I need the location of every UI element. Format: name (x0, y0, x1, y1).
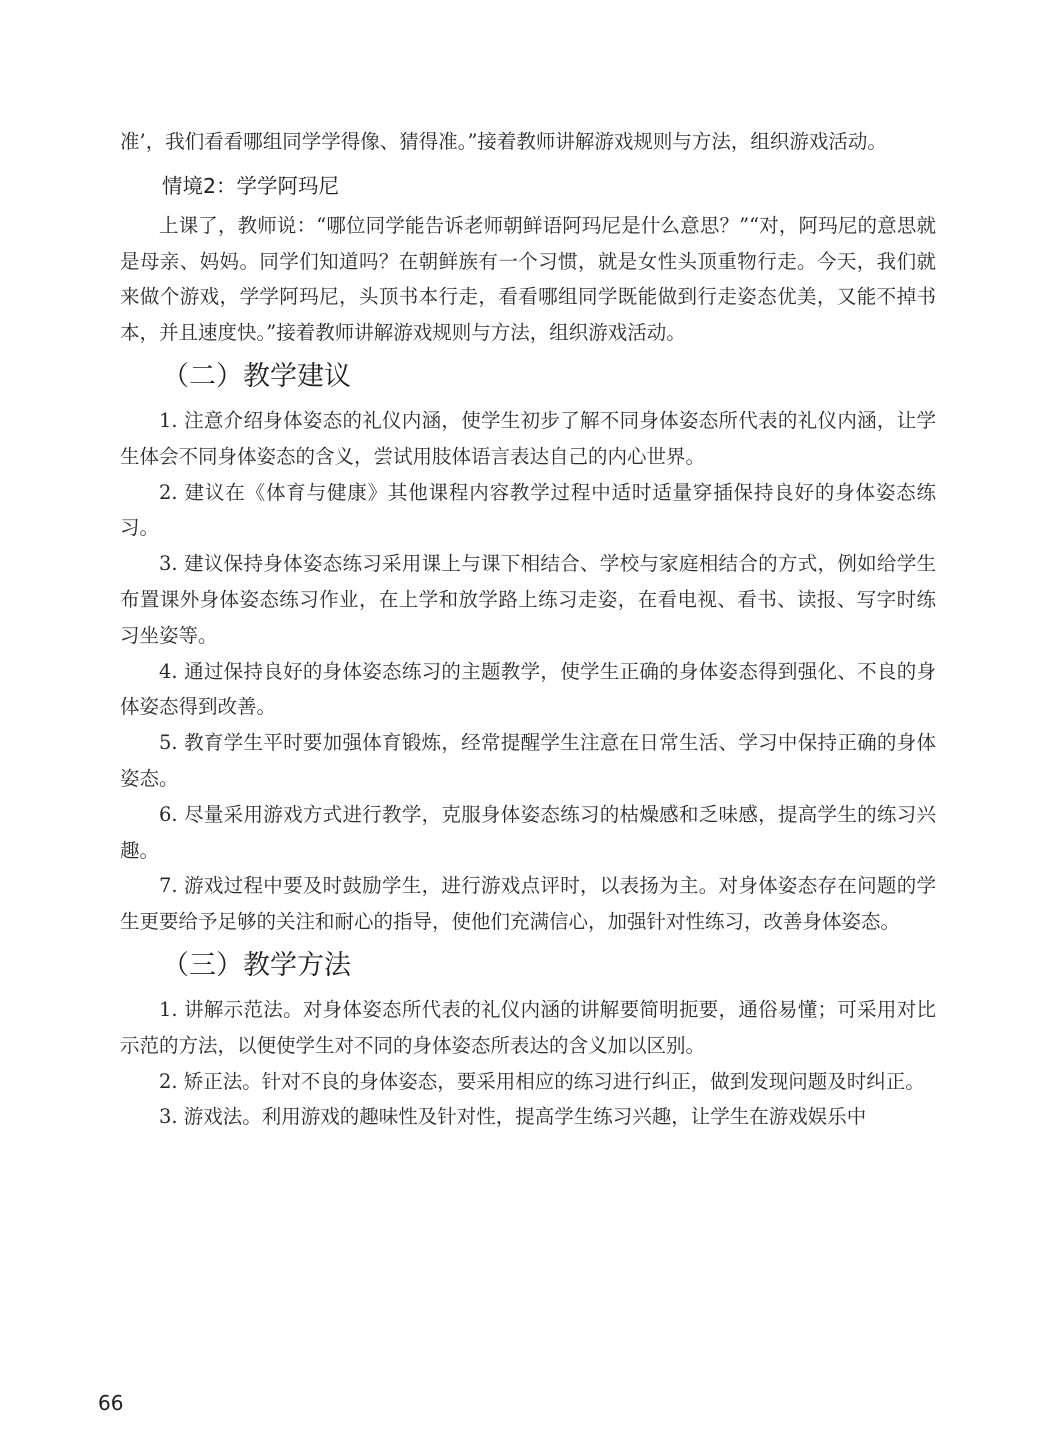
suggestion-item: 7. 游戏过程中要及时鼓励学生，进行游戏点评时，以表扬为主。对身体姿态存在问题的学生更要给予足够的关注和耐心的指导，使他们充满信心，加强针对性练习，改善身体姿态。 (120, 874, 936, 934)
method-item: 1. 讲解示范法。对身体姿态所代表的礼仪内涵的讲解要简明扼要，通俗易懂；可采用对比示范的方法，以便使学生对不同的身体姿态所表达的含义加以区别。 (120, 997, 936, 1057)
suggestion-item: 6. 尽量采用游戏方式进行教学，克服身体姿态练习的枯燥感和乏味感，提高学生的练习兴趣。 (120, 802, 936, 862)
method-item: 3. 游戏法。利用游戏的趣味性及针对性，提高学生练习兴趣，让学生在游戏娱乐中 (159, 1105, 867, 1129)
method-item: 2. 矫正法。针对不良的身体姿态，要采用相应的练习进行纠正，做到发现问题及时纠正。 (159, 1069, 925, 1093)
page-body (120, 124, 936, 1135)
suggestion-item: 1. 注意介绍身体姿态的礼仪内涵，使学生初步了解不同身体姿态所代表的礼仪内涵，让学生体会不同身体姿态的含义，尝试用肢体语言表达自己的内心世界。 (120, 408, 936, 468)
section-teaching-suggestions-heading: （二）教学建议 (162, 360, 351, 392)
scenario-2-title: 情境2：学学阿玛尼 (162, 173, 340, 198)
scenario-2-text: 上课了，教师说：“哪位同学能告诉老师朝鲜语阿玛尼是什么意思？”“对，阿玛尼的意思就是母亲、妈妈。同学们知道吗？在朝鲜族有一个习惯，就是女性头顶重物行走。今天，我们就来做个游戏，学学阿玛尼，头顶书本行走，看看哪组同学既能做到行走姿态优美，又能不掉书本，并且速度快。”接着教师讲解游戏规则与方法，组织游戏活动。 (120, 213, 936, 345)
page-number: 66 (98, 1391, 124, 1415)
suggestion-item: 5. 教育学生平时要加强体育锻炼，经常提醒学生注意在日常生活、学习中保持正确的身体姿态。 (120, 731, 936, 790)
intro-continuation: 准’，我们看看哪组同学学得像、猜得准。”接着教师讲解游戏规则与方法，组织游戏活动。 (120, 130, 887, 153)
suggestion-item: 4. 通过保持良好的身体姿态练习的主题教学，使学生正确的身体姿态得到强化、不良的身体姿态得到改善。 (120, 659, 936, 719)
section-teaching-methods-heading: （三）教学方法 (162, 949, 351, 981)
suggestion-item: 2. 建议在《体育与健康》其他课程内容教学过程中适时适量穿插保持良好的身体姿态练习。 (120, 480, 936, 540)
suggestion-item: 3. 建议保持身体姿态练习采用课上与课下相结合、学校与家庭相结合的方式，例如给学生布置课外身体姿态练习作业，在上学和放学路上练习走姿，在看电视、看书、读报、写字时练习坐姿等。 (120, 552, 936, 647)
